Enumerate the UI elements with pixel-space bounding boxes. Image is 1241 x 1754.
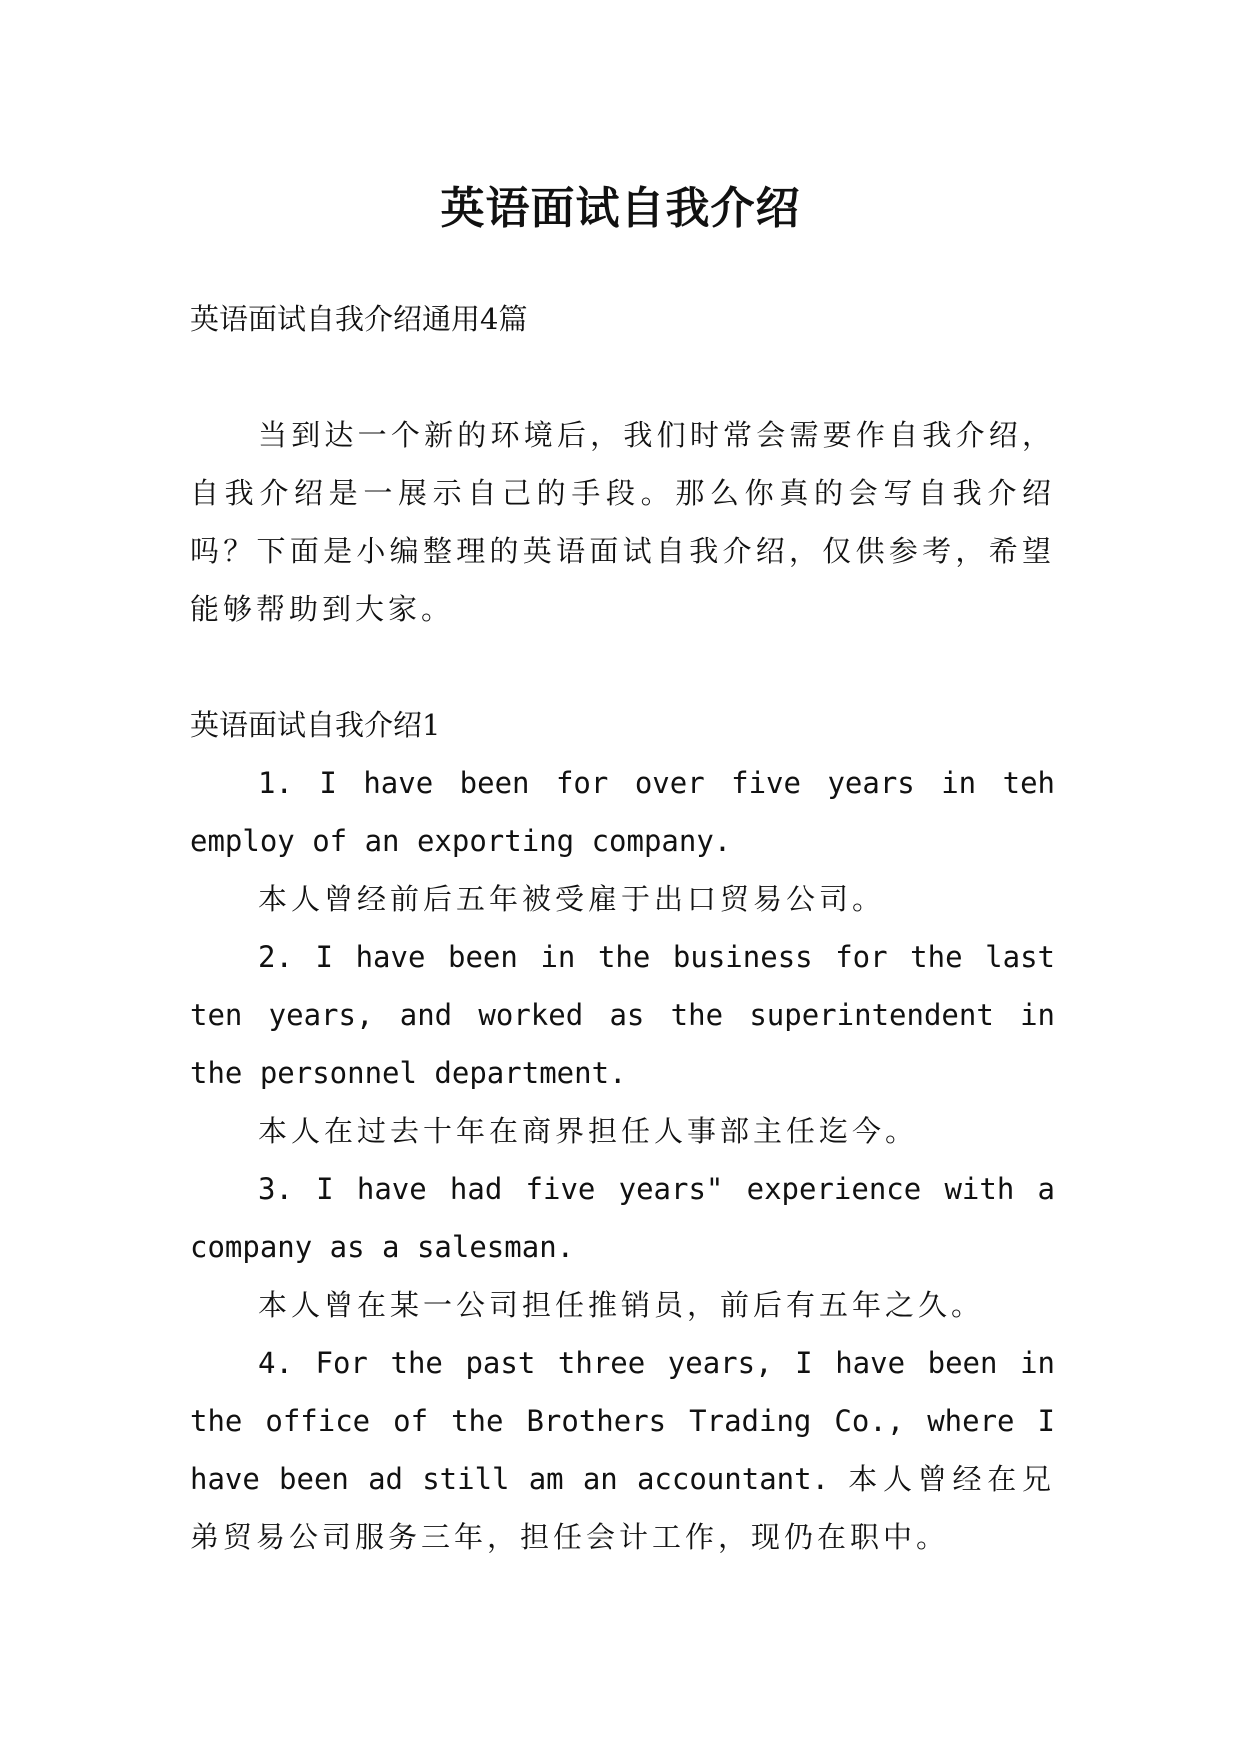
item-1-chinese: 本人曾经前后五年被受雇于出口贸易公司。	[258, 882, 886, 916]
intro-paragraph: 当到达一个新的环境后，我们时常会需要作自我介绍，自我介绍是一展示自己的手段。那么你真的会写自我介绍吗？下面是小编整理的英语面试自我介绍，仅供参考，希望能够帮助到大家。	[190, 418, 1055, 626]
spacer	[190, 348, 1055, 406]
item-3-english: 3. I have had five years" experience with a company as a salesman.	[190, 1172, 1055, 1264]
spacer	[190, 638, 1055, 696]
item-1-english: 1. I have been for over five years in teh employ of an exporting company.	[190, 766, 1055, 858]
item-4-english: 4. For the past three years, I have been in the office of the Brothers Trading Co., where I have been ad still am an accountant.	[190, 1346, 1055, 1496]
item-2-chinese: 本人在过去十年在商界担任人事部主任迄今。	[258, 1114, 919, 1148]
document-subtitle: 英语面试自我介绍通用4篇	[190, 302, 528, 336]
document-title: 英语面试自我介绍	[440, 183, 801, 235]
item-2-english: 2. I have been in the business for the last ten years, and worked as the superintendent in the personnel department.	[190, 940, 1055, 1090]
section-heading: 英语面试自我介绍1	[190, 708, 441, 742]
document-body	[190, 290, 1055, 1566]
item-4-chinese: 本人曾经在兄弟贸易公司服务三年，担任会计工作，现仍在职中。	[190, 1462, 1055, 1554]
item-3-chinese: 本人曾在某一公司担任推销员，前后有五年之久。	[258, 1288, 985, 1322]
item-4-paragraph	[190, 1334, 1055, 1566]
